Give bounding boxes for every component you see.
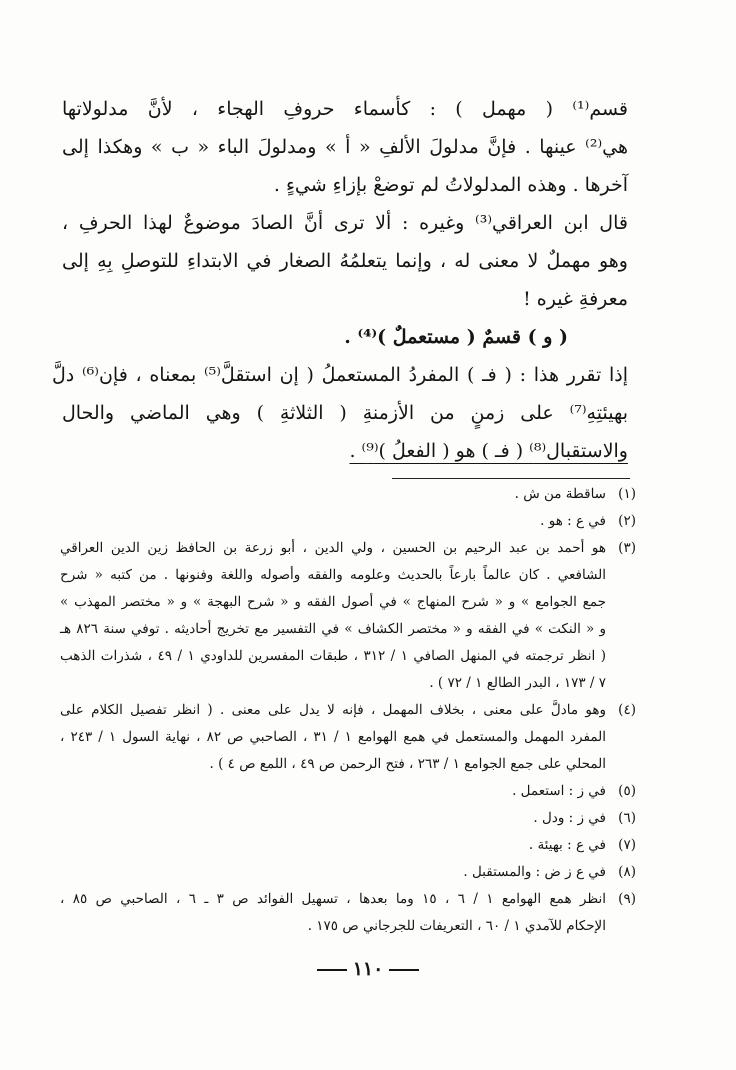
- footnote: [60, 886, 636, 940]
- page-number-block: [0, 958, 736, 980]
- main-line: هي⁽²⁾ عينها . فإنَّ مدلولَ الألفِ « أ » ومدلولَ الباء « ب » وهكذا إلى: [62, 136, 628, 158]
- footnote-number: (٩): [618, 891, 636, 907]
- section-heading: ( و ) قسمٌ ( مستعملٌ )⁽⁴⁾ .: [344, 326, 568, 348]
- footnote-number: (٨): [618, 864, 636, 880]
- footnote-separator: [392, 478, 630, 479]
- footnote: [60, 535, 636, 697]
- footnote: [60, 805, 636, 832]
- page-number: ١١٠: [352, 958, 384, 980]
- footnote-line: ساقطة من ش .: [514, 486, 606, 502]
- footnote-line: انظر همع الهوامع ١ / ٦ ، ١٥ وما بعدها ، تسهيل الفوائد ص ٣ ـ ٦ ، الصاحبي ص ٨٥ ،: [60, 891, 606, 907]
- footnote-line: وهو مادلَّ على معنى ، بخلاف المهمل ، فإنه لا يدل على معنى . ( انظر تفصيل الكلام على: [60, 702, 606, 718]
- footnote-number: (١): [618, 486, 636, 502]
- footnote-line: الشافعي . كان عالماً بارعاً بالحديث وعلومه والفقه وأصوله واللغة وفنونها . من كتبه « شرح: [60, 567, 606, 583]
- footnote-line: في ع : هو .: [540, 513, 606, 529]
- footnote: [60, 697, 636, 778]
- footnote-number: (٣): [618, 540, 636, 556]
- footnote: [60, 859, 636, 886]
- footnote-line: و « النكت » في الفقه و « مختصر الكشاف » في التفسير مع تخريج أحاديثه . توفي سنة ٨٢٦ هـ: [60, 621, 606, 637]
- footnote-number: (٤): [618, 702, 636, 718]
- footnote-number: (٦): [618, 810, 636, 826]
- footnote-line: المفرد المهمل والمستعمل في همع الهوامع ١ / ٣١ ، الصاحبي ص ٨٢ ، نهاية السول ١ / ٢٤٣ ،: [60, 729, 607, 745]
- footnote-number: (٢): [618, 513, 636, 529]
- footnote-line: في ع ز ض : والمستقبل .: [463, 864, 606, 880]
- footnote-line: المحلي على جمع الجوامع ١ / ٢٦٣ ، فتح الرحمن ص ٤٩ ، اللمع ص ٤ ) .: [209, 756, 606, 772]
- footnote-number: (٥): [618, 783, 636, 799]
- page-number-dash: [389, 969, 419, 971]
- main-line: قسم⁽¹⁾ ( مهمل ) : كأسماء حروفِ الهجاء ، لأنَّ مدلولاتها: [62, 98, 628, 120]
- main-line: بهيئتِهِ⁽⁷⁾ على زمنٍ من الأزمنةِ ( الثلاثةِ ) وهي الماضي والحال: [62, 402, 628, 424]
- main-line: وهو مهملٌ لا معنى له ، وإنما يتعلمُهُ الصغار في الابتداءِ للتوصلِ بِهِ إلى: [62, 250, 628, 272]
- footnote-line: ٧ / ١٧٣ ، البدر الطالع ١ / ٧٢ ) .: [429, 675, 606, 691]
- main-line: آخرها . وهذه المدلولاتُ لم توضعْ بإزاءِ شيءٍ .: [273, 174, 628, 196]
- main-line: قال ابن العراقي⁽³⁾ وغيره : ألا ترى أنَّ الصادَ موضوعٌ لهذا الحرفِ ،: [62, 212, 628, 234]
- footnote: [60, 832, 636, 859]
- main-text-block: [52, 90, 628, 470]
- page-number-dash: [317, 969, 347, 971]
- footnote: [60, 481, 636, 508]
- footnote-line: هو أحمد بن عبد الرحيم بن الحسين ، ولي الدين ، أبو زرعة بن الحافظ زين الدين العراقي: [60, 540, 606, 556]
- footnote-number: (٧): [618, 837, 636, 853]
- footnote-line: جمع الجوامع » و « شرح المنهاج » في أصول الفقه و « شرح البهجة » و « مختصر المهذب »: [60, 594, 606, 610]
- main-line: إذا تقرر هذا : ( فـ ) المفردُ المستعملُ ( إن استقلَّ⁽⁵⁾ بمعناه ، فإن⁽⁶⁾ دلَّ: [52, 364, 628, 386]
- footnote-line: في ز : استعمل .: [512, 783, 606, 799]
- footnote-line: الإحكام للآمدي ١ / ٦٠ ، التعريفات للجرجاني ص ١٧٥ .: [307, 918, 606, 934]
- footnotes-block: [60, 481, 636, 940]
- footnote: [60, 508, 636, 535]
- footnote-line: في ع : بهيئة .: [528, 837, 606, 853]
- footnote-line: ( انظر ترجمته في المنهل الصافي ١ / ٣١٢ ، طبقات المفسرين للداودي ١ / ٤٩ ، شذرات الذهب: [60, 648, 606, 664]
- footnote: [60, 778, 636, 805]
- footnote-line: في ز : ودل .: [533, 810, 606, 826]
- main-line: والاستقبال⁽⁸⁾ ( فـ ) هو ( الفعلُ )⁽⁹⁾ .: [349, 440, 628, 462]
- main-line: معرفةِ غيره !: [523, 288, 628, 310]
